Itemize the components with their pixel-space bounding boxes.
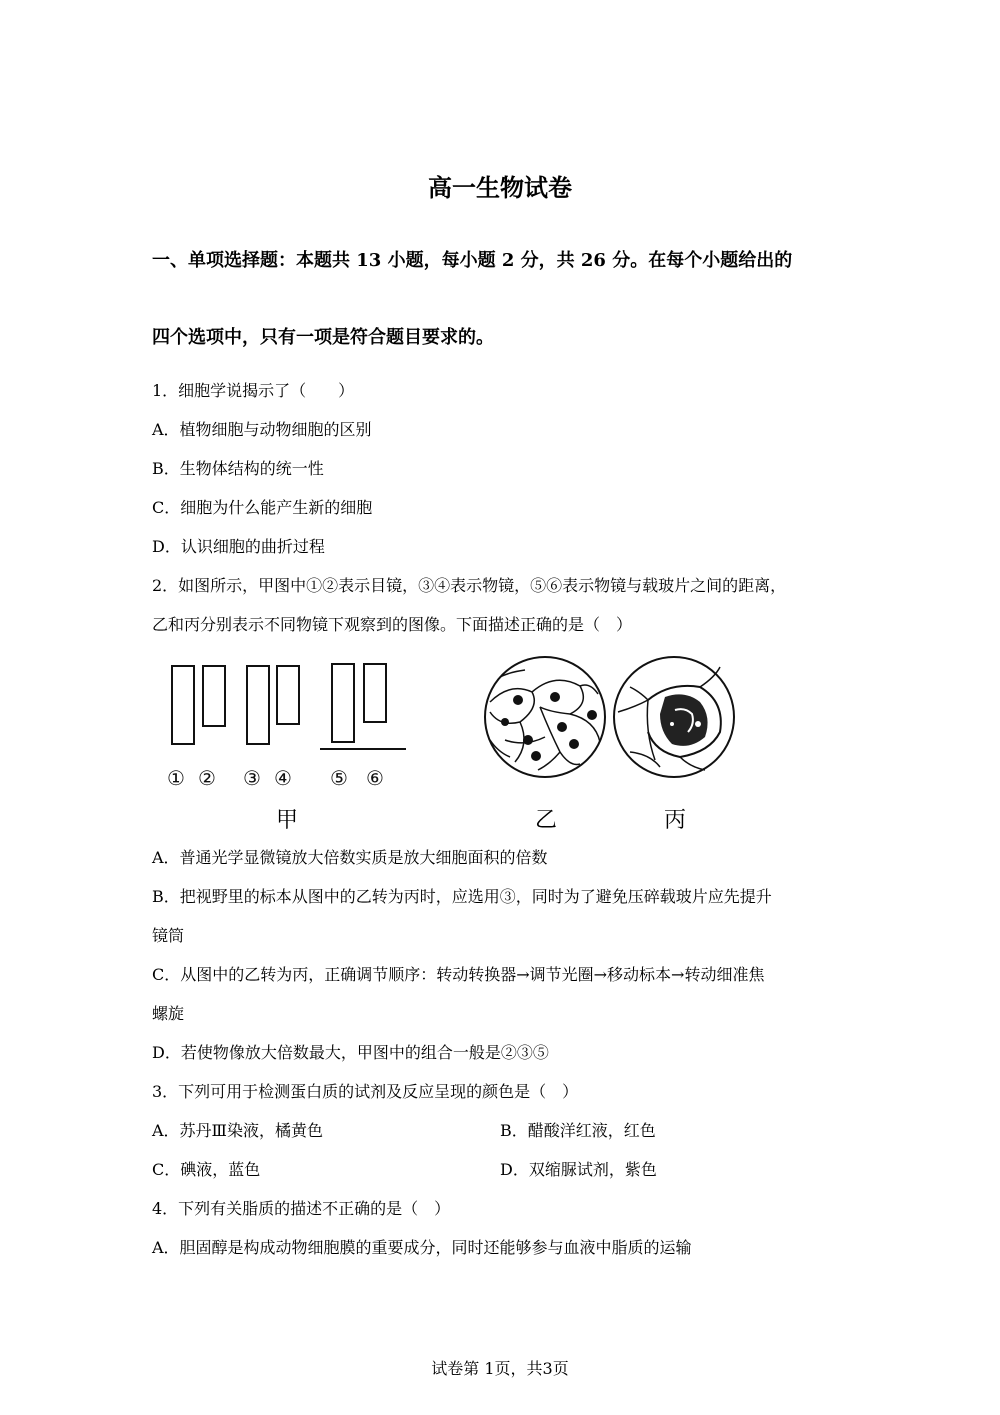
lens-3-rect bbox=[247, 666, 269, 744]
question-2-option-c-line-2: 螺旋 bbox=[152, 1004, 185, 1023]
caption-yi: 乙 bbox=[535, 808, 558, 833]
question-2-option-c-line-1: C．从图中的乙转为丙，正确调节顺序：转动转换器→调节光圈→移动标本→转动细准焦 bbox=[152, 965, 765, 984]
lens-2-rect bbox=[203, 666, 225, 726]
lens-4-rect bbox=[277, 666, 299, 724]
question-2-option-d: D．若使物像放大倍数最大，甲图中的组合一般是②③⑤ bbox=[152, 1043, 549, 1062]
caption-bing: 丙 bbox=[664, 808, 687, 833]
question-3-stem: 3．下列可用于检测蛋白质的试剂及反应呈现的颜色是（ ） bbox=[152, 1082, 579, 1101]
question-2-stem-line-2: 乙和丙分别表示不同物镜下观察到的图像。下面描述正确的是（ ） bbox=[152, 615, 633, 634]
microscope-figure bbox=[160, 652, 750, 837]
section-heading-line-2: 四个选项中，只有一项是符合题目要求的。 bbox=[152, 327, 494, 348]
question-2-option-b-line-2: 镜筒 bbox=[152, 926, 185, 945]
label-6: ⑥ bbox=[366, 766, 384, 790]
label-2: ② bbox=[198, 766, 216, 790]
label-4: ④ bbox=[274, 766, 292, 790]
question-1-option-c: C．细胞为什么能产生新的细胞 bbox=[152, 498, 373, 517]
question-1-stem: 1．细胞学说揭示了（ ） bbox=[152, 381, 355, 400]
question-1-option-a: A．植物细胞与动物细胞的区别 bbox=[152, 420, 372, 439]
lens-5-rect bbox=[332, 664, 354, 742]
question-1-option-d: D．认识细胞的曲折过程 bbox=[152, 537, 325, 556]
page-footer: 试卷第 1页，共3页 bbox=[431, 1359, 569, 1378]
caption-jia: 甲 bbox=[276, 808, 299, 833]
question-3-option-a: A．苏丹Ⅲ染液，橘黄色 bbox=[152, 1121, 323, 1140]
question-3-option-c: C．碘液，蓝色 bbox=[152, 1160, 261, 1179]
page-title: 高一生物试卷 bbox=[428, 173, 572, 202]
question-2-option-b-line-1: B．把视野里的标本从图中的乙转为丙时，应选用③，同时为了避免压碎载玻片应先提升 bbox=[152, 887, 772, 906]
lens-6-rect bbox=[364, 664, 386, 722]
question-1-option-b: B．生物体结构的统一性 bbox=[152, 459, 324, 478]
nucleus-bing bbox=[660, 694, 708, 745]
question-4-stem: 4．下列有关脂质的描述不正确的是（ ） bbox=[152, 1199, 451, 1218]
question-3-option-d: D．双缩脲试剂，紫色 bbox=[500, 1160, 657, 1179]
question-3-option-b: B．醋酸洋红液，红色 bbox=[500, 1121, 656, 1140]
figure-jia-lenses bbox=[172, 664, 406, 749]
label-3: ③ bbox=[243, 766, 261, 790]
question-2-option-a: A．普通光学显微镜放大倍数实质是放大细胞面积的倍数 bbox=[152, 848, 548, 867]
label-5: ⑤ bbox=[330, 766, 348, 790]
section-heading-line-1: 一、单项选择题：本题共 13 小题，每小题 2 分，共 26 分。在每个小题给出的 bbox=[152, 250, 793, 271]
question-4-option-a: A．胆固醇是构成动物细胞膜的重要成分，同时还能够参与血液中脂质的运输 bbox=[152, 1238, 692, 1257]
label-1: ① bbox=[167, 766, 185, 790]
lens-1-rect bbox=[172, 666, 194, 744]
question-2-stem-line-1: 2．如图所示，甲图中①②表示目镜，③④表示物镜，⑤⑥表示物镜与载玻片之间的距离， bbox=[152, 576, 787, 595]
field-of-view-yi bbox=[485, 657, 605, 777]
